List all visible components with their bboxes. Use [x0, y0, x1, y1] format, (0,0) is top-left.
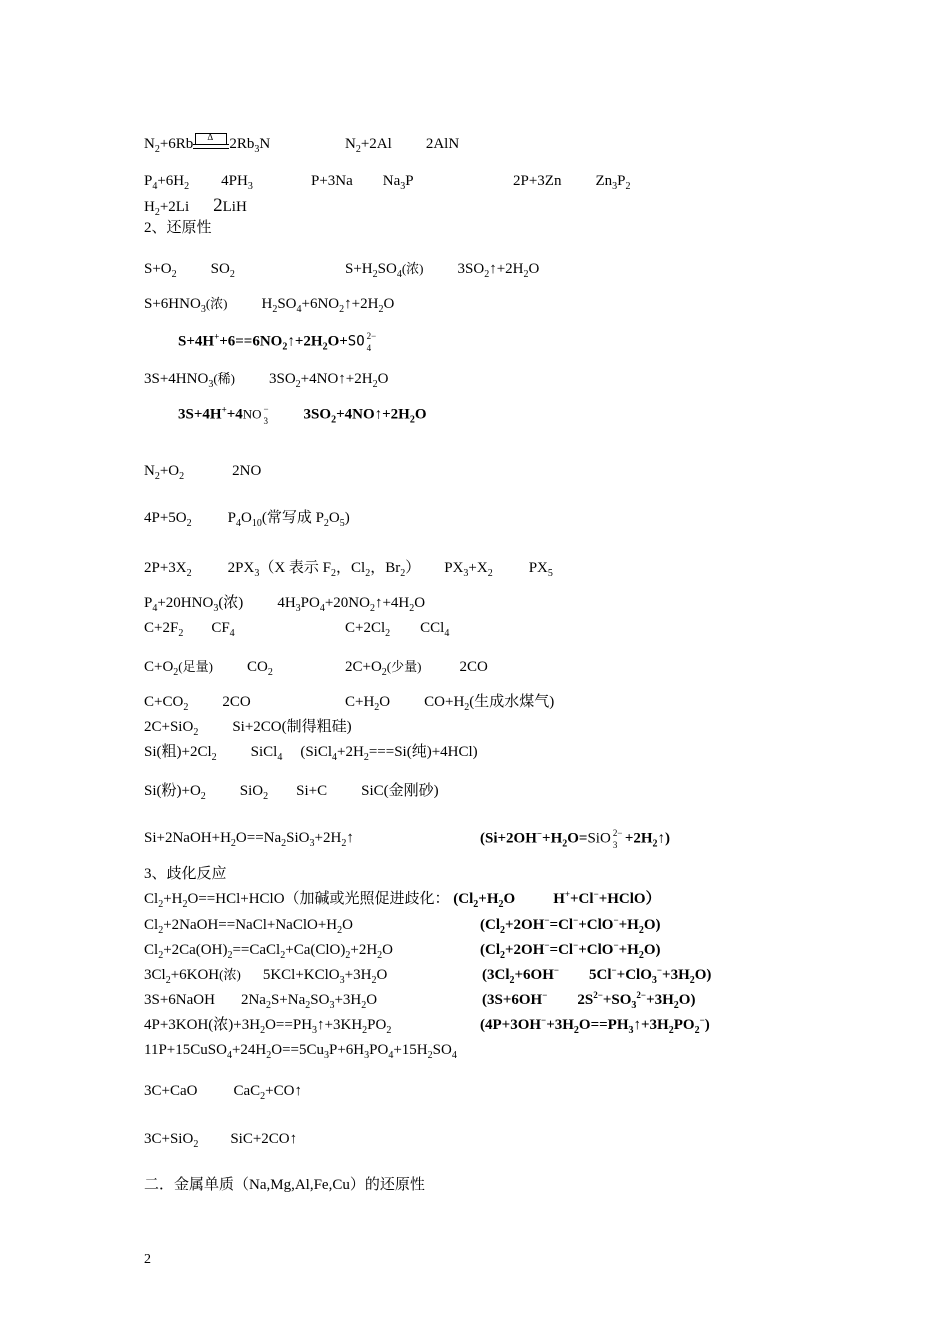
eq-h2-li: $H_2+2Li$ 2LiH — [144, 195, 247, 218]
eq-p-o2: $4P+5O_2$ $P_4O_{10}$(常写成 $P_2O_5$) — [144, 510, 350, 529]
ionic-eq-cl2-naoh: $(Cl_2+2OH^-=Cl^-+ClO^-+H_2O)$ — [480, 915, 661, 936]
eq-c-f2: $C+2F_2$ $CF_4$ — [144, 620, 235, 639]
eq-c-sio2-sic: 3C+SiO$_2$ SiC+2CO↑ — [144, 1131, 298, 1150]
eq-c-o2-excess: $C+O_2$(足量) $CO_2$ — [144, 659, 273, 678]
eq-si-cl2: Si(粗)$+2Cl_2$ SiCl$_4$ ($SiCl_4+2H_2===Si$(纯)+4HCl) — [144, 744, 478, 763]
eq-n2-al: $N_2+2Al$ 2AlN — [345, 136, 460, 155]
heat-condition-icon: Δ — [193, 139, 229, 151]
ionic-eq-p-koh: $(4P+3OH^-+3H_2O==PH_3↑+3H_2PO_2^-)$ — [480, 1015, 710, 1036]
ionic-eq-cl2-koh: ($3Cl_2+6OH^-$ $5Cl^-+ClO_3^-+3H_2O$) — [482, 965, 712, 986]
section-heading-reducibility: 2、还原性 — [144, 220, 212, 236]
eq-c-co2: $C+CO_2$ 2CO — [144, 694, 251, 713]
eq-p4-hno3: $P_4+20HNO_3$(浓) $4H_3PO_4+20NO_2↑+4H_2O$ — [144, 595, 426, 614]
eq-s-hno3: $S+6HNO_3$(浓) $H_2SO_4+6NO_2↑+2H_2O$ — [144, 296, 395, 315]
eq-p-cuso4: $11P+15CuSO_4+24H_2O==5Cu_3P+6H_3PO_4+15H_2SO_4$ — [144, 1042, 457, 1061]
section-heading-metal-reducibility: 二．金属单质（Na,Mg,Al,Fe,Cu）的还原性 — [144, 1177, 425, 1193]
eq-n2-rb: $N_2+6Rb$ Δ $2Rb_3N$ — [144, 131, 271, 155]
eq-p-halogen: $2P+3X_2$ $2PX_3(X$ 表示 $F_2$，$Cl_2$，$Br_2$） $PX_3+X_2$ $PX_5$ — [144, 560, 553, 579]
eq-si-naoh: $Si+2NaOH+H_2O==Na_2SiO_3+2H_2↑$ — [144, 830, 354, 849]
eq-n2-o2: $N_2+O_2$ 2NO — [144, 463, 262, 482]
ionic-eq-s-naoh: (3S+6OH− $2S^{2-}+SO_3^{2-}+3H_2O$) — [482, 990, 696, 1011]
eq-c-cl2: $C+2Cl_2$ CCl$_4$ — [345, 620, 450, 639]
eq-c-sio2: 2C+SiO$_2$ Si+2CO(制得粗硅) — [144, 719, 352, 738]
eq-s-o2: $S+O_2$ $SO_2$ — [144, 261, 235, 280]
ionic-eq-s-dilute-hno3: 3S+4H++4NO − 3 $3SO_2+4NO↑+2H_2O$ — [178, 404, 427, 426]
eq-cl2-caoh2: $Cl_2+2Ca(OH)_2==CaCl_2+Ca(ClO)_2+2H_2O$ — [144, 942, 393, 961]
section-heading-disproportionation: 3、歧化反应 — [144, 866, 227, 882]
eq-cl2-naoh: $Cl_2+2NaOH==NaCl+NaClO+H_2O$ — [144, 917, 353, 936]
eq-s-dilute-hno3: $3S+4HNO_3$(稀) $3SO_2+4NO↑+2H_2O$ — [144, 371, 389, 390]
eq-p-na: P+3Na $Na_3P$ — [311, 173, 414, 192]
eq-p-koh: 4P+3KOH(浓)$+3H_2O==PH_3↑+3KH_2PO_2$ — [144, 1017, 392, 1036]
eq-p-zn: 2P+3Zn $Zn_3P_2$ — [513, 173, 631, 192]
eq-p4-h2: $P_4+6H_2$ $4PH_3$ — [144, 173, 253, 192]
eq-cl2-koh: $3Cl_2+6KOH$(浓) $5KCl+KClO_3+3H_2O$ — [144, 967, 388, 986]
eq-s-h2so4: $S+H_2SO_4$(浓) $3SO_2↑+2H_2O$ — [345, 261, 540, 280]
eq-cl2-h2o: $Cl_2+H_2O==HCl+HClO$（加碱或光照促进歧化： ($Cl_2+H_2O$ H++Cl−+HClO） — [144, 889, 661, 910]
eq-c-o2-limited: $2C+O_2$(少量) 2CO — [345, 659, 488, 678]
eq-s-naoh: 3S+6NaOH $2Na_2S+Na_2SO_3+3H_2O$ — [144, 992, 378, 1011]
ionic-eq-si-naoh: ($Si+2OH^-+H_2O=SiO$ 2− 3 $+2H_2↑$) — [480, 828, 671, 850]
eq-si-o2: Si(粉)$+O_2$ SiO$_2$ Si+C SiC(金刚砂) — [144, 783, 439, 802]
eq-c-h2o: $C+H_2O$ $CO+H_2$(生成水煤气) — [345, 694, 555, 713]
eq-c-cao: 3C+CaO CaC$_2$+CO↑ — [144, 1083, 302, 1102]
ionic-eq-s-hno3: $S+4H^++6==6NO_2↑+2H_2O+SO$ 2− 4 — [178, 331, 377, 353]
ionic-eq-cl2-caoh2: $(Cl_2+2OH^-=Cl^-+ClO^-+H_2O)$ — [480, 940, 661, 961]
page-number: 2 — [144, 1252, 151, 1267]
